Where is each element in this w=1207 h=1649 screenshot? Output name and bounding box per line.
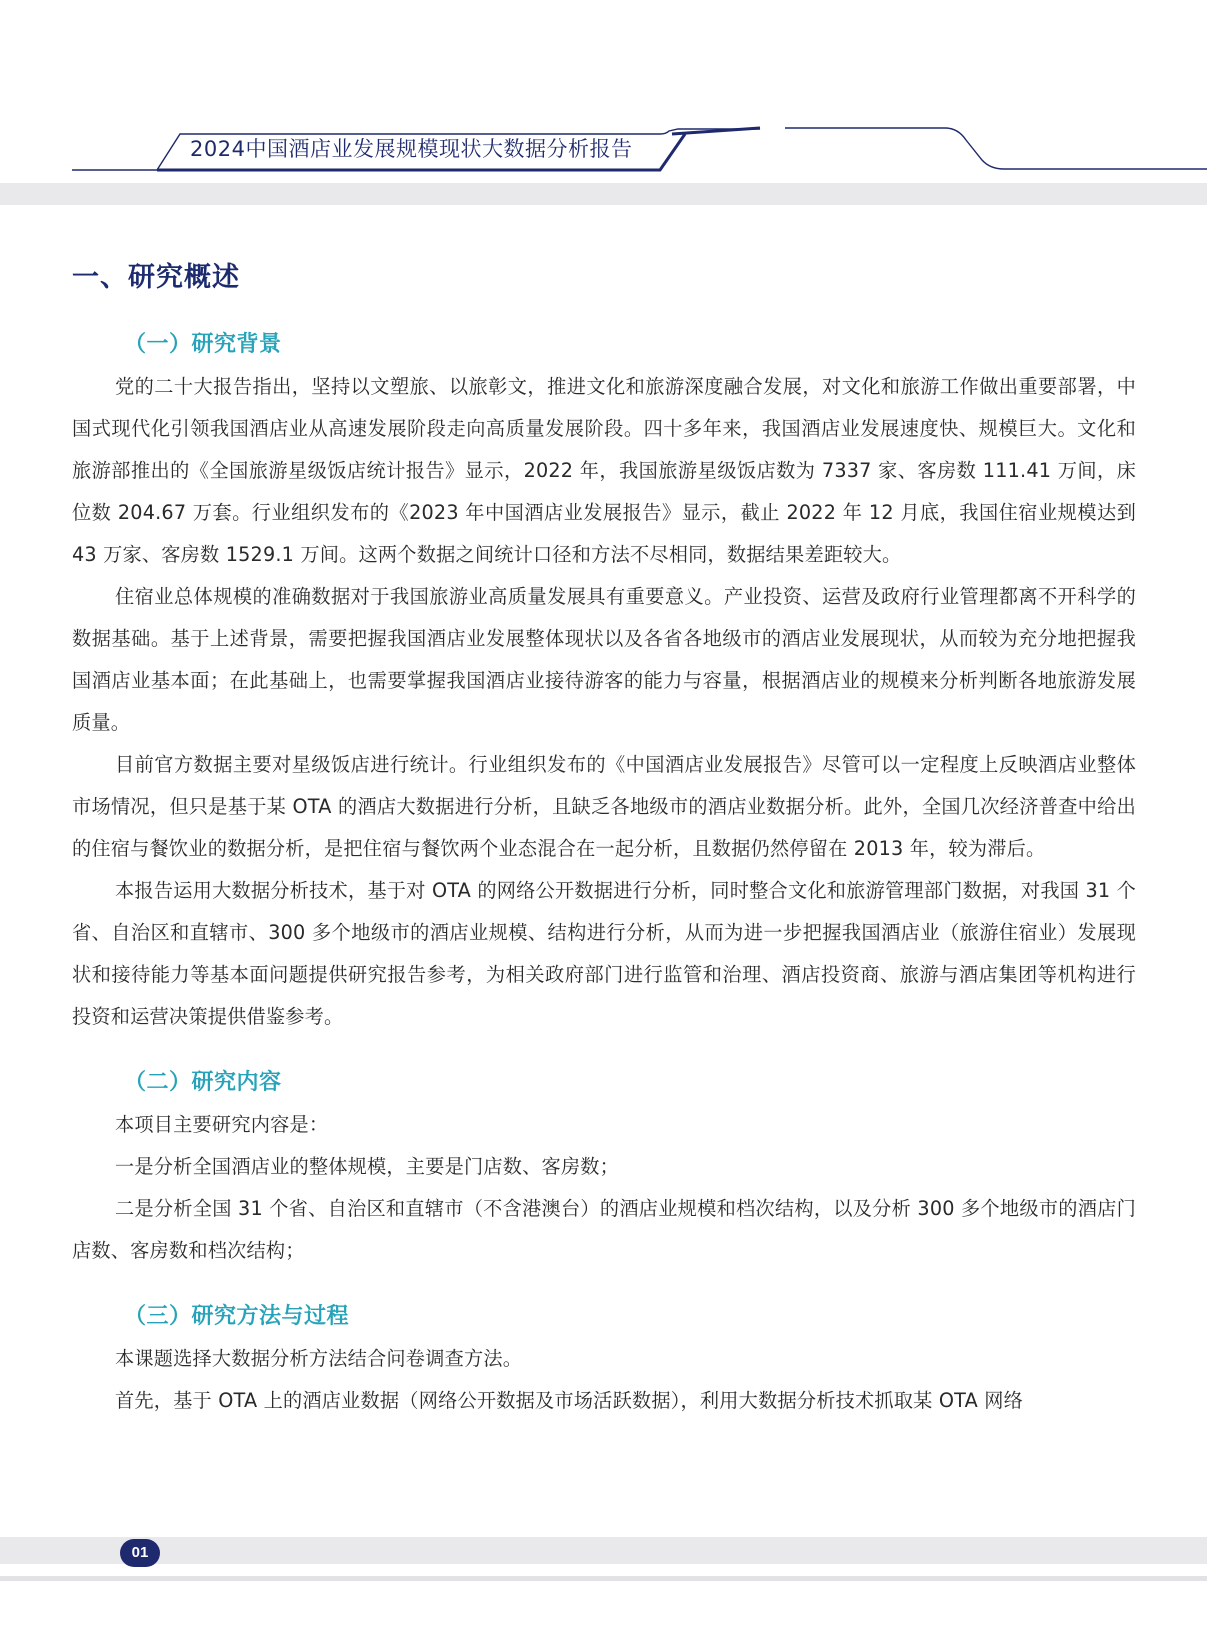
subsection-title-content: （二）研究内容 — [124, 1070, 282, 1095]
subsection-title-background: （一）研究背景 — [124, 332, 282, 357]
main-content — [72, 255, 1136, 1422]
header-decoration — [0, 0, 1207, 200]
paragraph: 党的二十大报告指出，坚持以文塑旅、以旅彰文，推进文化和旅游深度融合发展，对文化和旅游工作做出重要部署，中国式现代化引领我国酒店业从高速发展阶段走向高质量发展阶段。四十多年来，我国酒店业发展速度快、规模巨大。文化和旅游部推出的《全国旅游星级饭店统计报告》显示，2022 年，我国旅游星级饭店数为 7337 家、客房数 111.41 万间，床位数 204.67 万套。行业组织发布的《2023 年中国酒店业发展报告》显示，截止 2022 年 12 月底，我国住宿业规模达到 43 万家、客房数 1529.1 万间。这两个数据之间统计口径和方法不尽相同，数据结果差距较大。 — [72, 375, 1136, 566]
header-band — [0, 183, 1207, 205]
paragraph: 住宿业总体规模的准确数据对于我国旅游业高质量发展具有重要意义。产业投资、运营及政府行业管理都离不开科学的数据基础。基于上述背景，需要把握我国酒店业发展整体现状以及各省各地级市的酒店业发展现状，从而较为充分地把握我国酒店业基本面；在此基础上，也需要掌握我国酒店业接待游客的能力与容量，根据酒店业的规模来分析判断各地旅游发展质量。 — [72, 585, 1136, 734]
paragraph: 二是分析全国 31 个省、自治区和直辖市（不含港澳台）的酒店业规模和档次结构，以及分析 300 多个地级市的酒店门店数、客房数和档次结构； — [72, 1197, 1136, 1262]
page-number-badge: 01 — [120, 1539, 160, 1567]
paragraph: 一是分析全国酒店业的整体规模，主要是门店数、客房数； — [115, 1155, 620, 1178]
paragraph: 本课题选择大数据分析方法结合问卷调查方法。 — [115, 1347, 523, 1370]
paragraph: 本项目主要研究内容是： — [115, 1113, 329, 1136]
paragraph: 首先，基于 OTA 上的酒店业数据（网络公开数据及市场活跃数据），利用大数据分析技术抓取某 OTA 网络 — [115, 1389, 1023, 1412]
paragraph: 本报告运用大数据分析技术，基于对 OTA 的网络公开数据进行分析，同时整合文化和旅游管理部门数据，对我国 31 个省、自治区和直辖市、300 多个地级市的酒店业规模、结构进行分析，从而为进一步把握我国酒店业（旅游住宿业）发展现状和接待能力等基本面问题提供研究报告参考，为相关政府部门进行监管和治理、酒店投资商、旅游与酒店集团等机构进行投资和运营决策提供借鉴参考。 — [72, 879, 1136, 1028]
footer-band — [0, 1537, 1207, 1564]
footer-line — [0, 1576, 1207, 1581]
paragraph: 目前官方数据主要对星级饭店进行统计。行业组织发布的《中国酒店业发展报告》尽管可以一定程度上反映酒店业整体市场情况，但只是基于某 OTA 的酒店大数据进行分析，且缺乏各地级市的酒店业数据分析。此外，全国几次经济普查中给出的住宿与餐饮业的数据分析，是把住宿与餐饮两个业态混合在一起分析，且数据仍然停留在 2013 年，较为滞后。 — [72, 753, 1136, 860]
section-title: 一、研究概述 — [72, 262, 240, 293]
subsection-title-method: （三）研究方法与过程 — [124, 1304, 350, 1329]
report-title: 2024中国酒店业发展规模现状大数据分析报告 — [190, 137, 633, 161]
